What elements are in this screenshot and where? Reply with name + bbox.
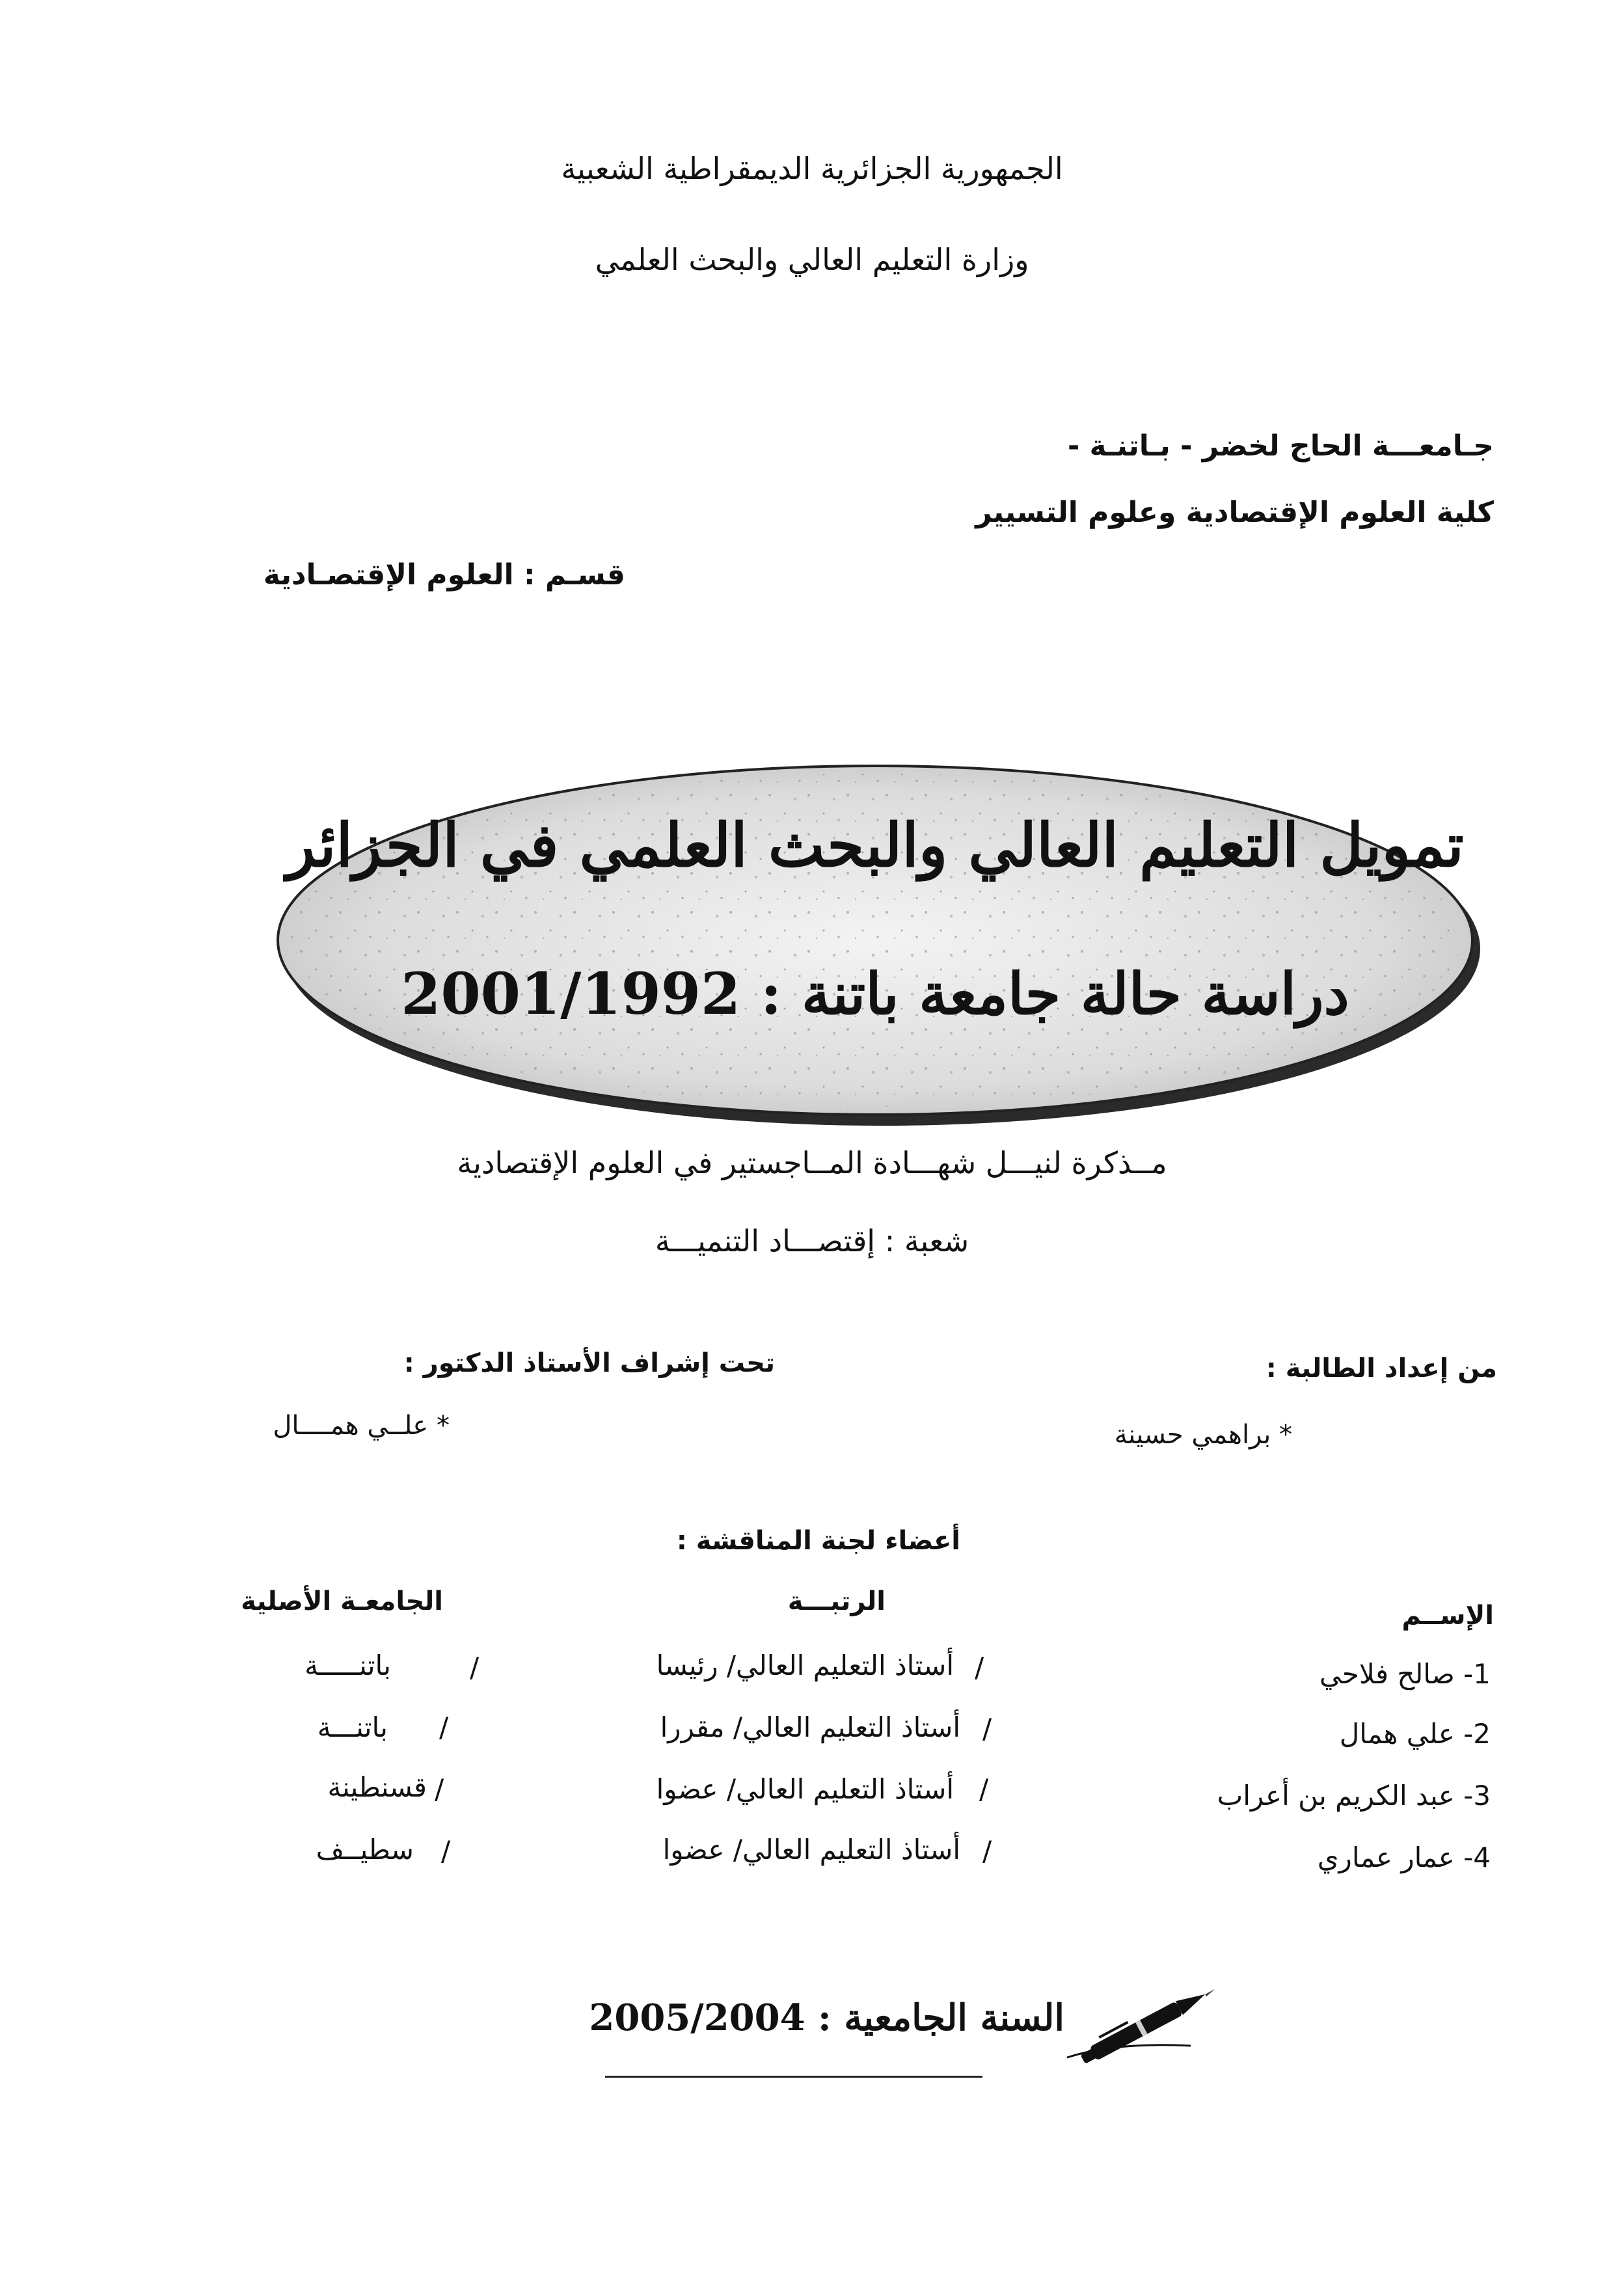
degree-line: مــذكرة لنيـــل شهـــادة المــاجستير في العلوم الإقتصادية — [457, 1145, 1167, 1180]
fountain-pen-icon — [1061, 1985, 1230, 2072]
header-university: الجامعـة الأصلية — [241, 1586, 443, 1616]
member-name: 3- عبد الكريم بن أعراب — [1217, 1780, 1491, 1812]
academic-year: السنة الجامعية : 2005/2004 — [589, 1996, 1064, 2039]
supervisor-label: تحت إشراف الأستاذ الدكتور : — [403, 1348, 775, 1378]
separator: / — [982, 1835, 992, 1867]
university-name: جـامعـــة الحاج لخضر - بـاتنـة - — [1067, 429, 1494, 463]
member-university: قسنطينة — [327, 1771, 427, 1803]
separator: / — [439, 1711, 449, 1743]
member-name: 1- صالح فلاحي — [1319, 1658, 1491, 1690]
separator: / — [979, 1773, 989, 1805]
member-rank: أستاذ التعليم العالي/ عضوا — [662, 1834, 960, 1866]
header-rank: الرتبـــة — [787, 1586, 886, 1616]
separator: / — [470, 1651, 480, 1683]
thesis-title: تمويل التعليم العالي والبحث العلمي في الجزائر — [286, 810, 1464, 880]
separator: / — [441, 1835, 451, 1867]
member-rank: أستاذ التعليم العالي/ عضوا — [656, 1773, 954, 1805]
thesis-case-study: دراسة حالة جامعة باتنة : 2001/1992 — [401, 960, 1349, 1027]
separator: / — [435, 1773, 444, 1805]
prepared-label: من إعداد الطالبة : — [1265, 1353, 1497, 1383]
member-university: باتنـــــة — [304, 1650, 391, 1681]
republic-heading: الجمهورية الجزائرية الديمقراطية الشعبية — [561, 151, 1063, 186]
department-name: قسـم : العلوم الإقتصـادية — [263, 558, 625, 591]
separator: / — [982, 1713, 992, 1745]
branch-line: شعبة : إقتصـــاد التنميـــة — [655, 1223, 969, 1258]
member-name: 2- علي همال — [1339, 1718, 1491, 1750]
member-rank: أستاذ التعليم العالي/ مقررا — [660, 1711, 960, 1743]
faculty-name: كلية العلوم الإقتصادية وعلوم التسيير — [975, 496, 1494, 529]
year-underline — [605, 2076, 982, 2078]
header-name: الإســم — [1401, 1601, 1494, 1631]
supervisor-name: * علــي همــــال — [273, 1411, 450, 1441]
member-university: سطيــف — [316, 1834, 414, 1866]
member-university: باتنـــة — [317, 1711, 388, 1743]
member-rank: أستاذ التعليم العالي/ رئيسا — [656, 1650, 954, 1681]
separator: / — [975, 1651, 984, 1683]
ministry-heading: وزارة التعليم العالي والبحث العلمي — [595, 242, 1029, 277]
committee-label: أعضاء لجنة المناقشة : — [676, 1526, 960, 1556]
ellipse-shape — [257, 748, 1493, 1139]
title-ellipse — [257, 748, 1493, 1139]
member-name: 4- عمار عماري — [1317, 1841, 1491, 1873]
student-name: * براهمي حسينة — [1114, 1420, 1292, 1450]
